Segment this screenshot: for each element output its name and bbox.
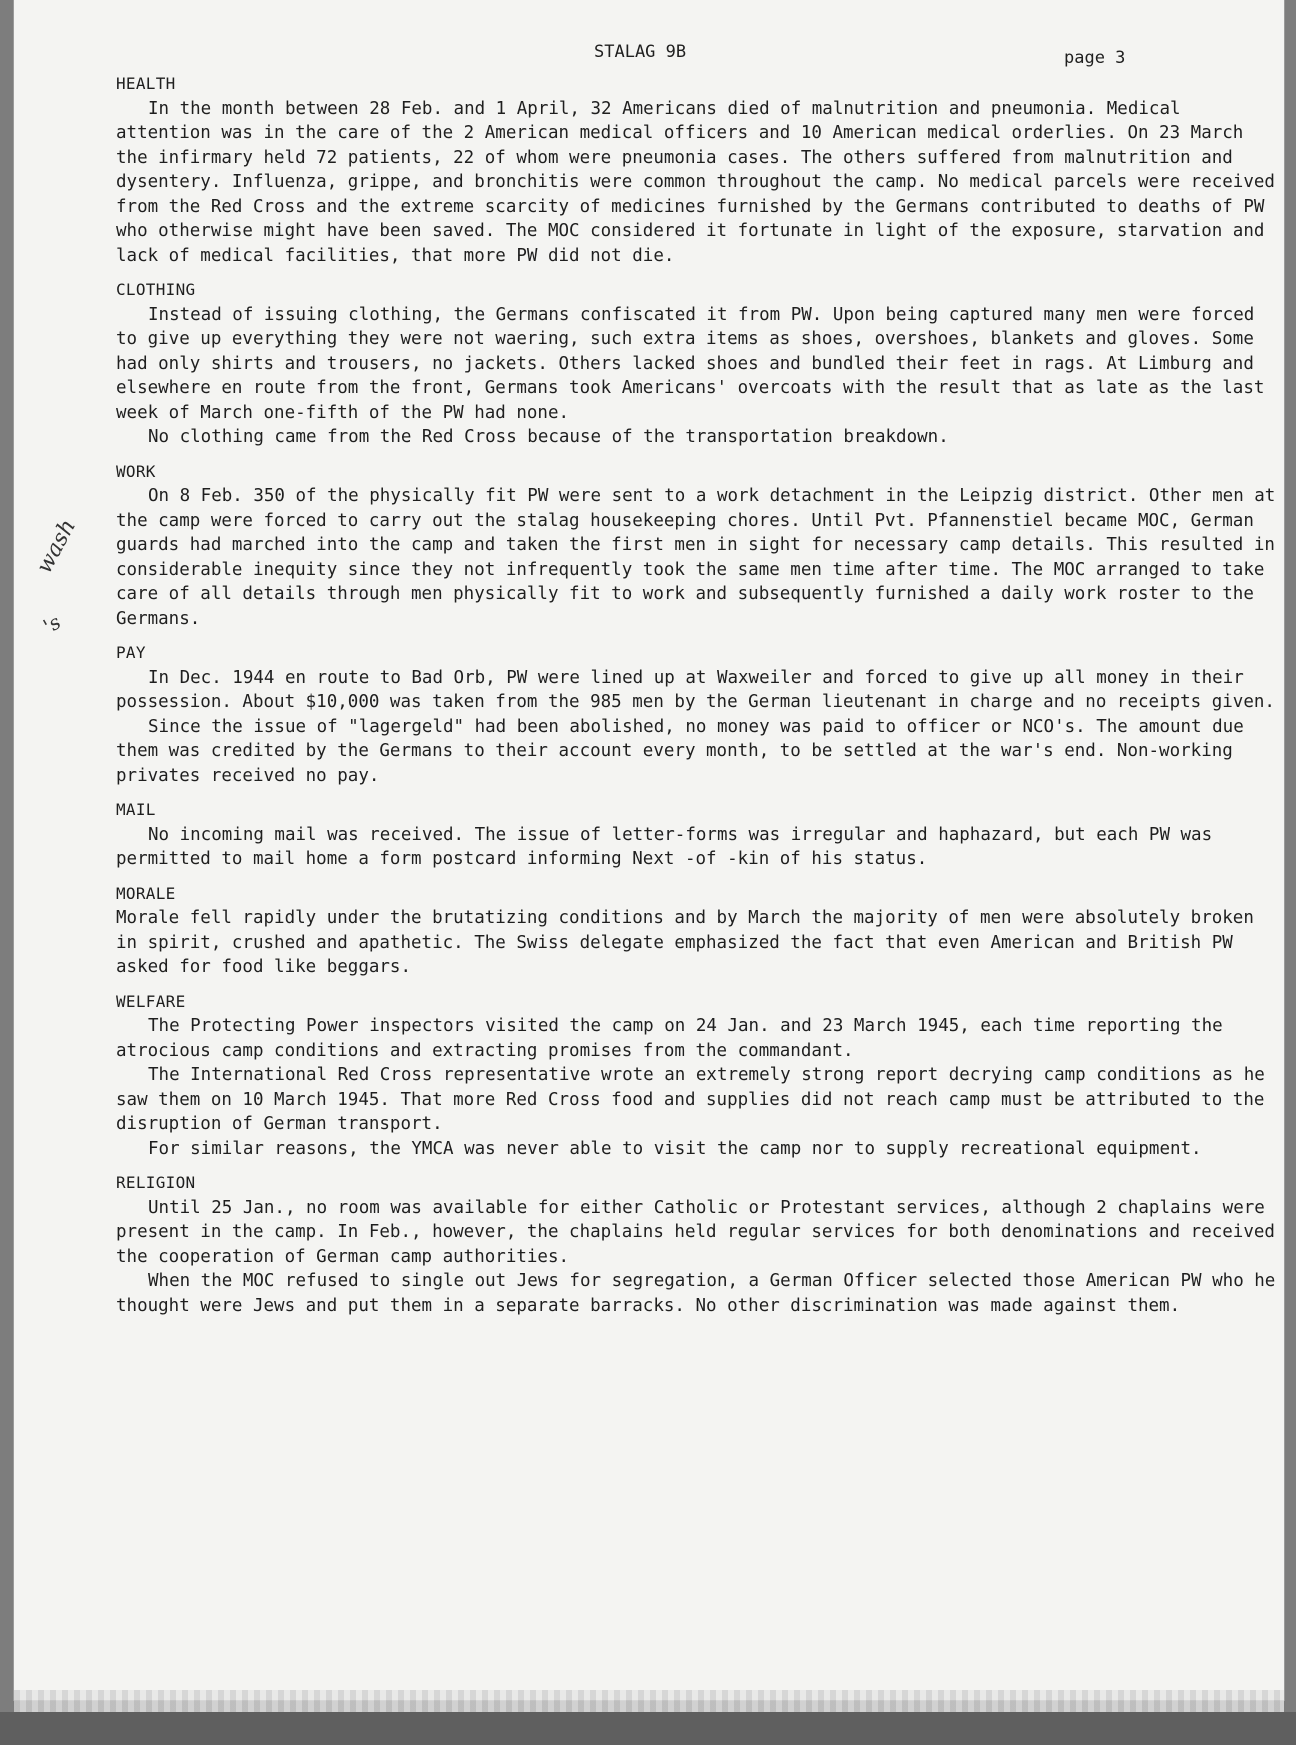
section-welfare [116, 990, 1281, 1162]
section-paragraph: No incoming mail was received. The issue of letter-forms was irregular and haphazard, but each PW was permitted to mail home a form postcard informing Next -of -kin of his status. [116, 824, 1213, 869]
section-paragraph: For similar reasons, the YMCA was never able to visit the camp nor to supply recreational equipment. [148, 1138, 1202, 1159]
section-religion [116, 1171, 1281, 1318]
section-health [116, 72, 1281, 268]
section-paragraph: Since the issue of "lagergeld" had been abolished, no money was paid to officer or NCO's. The amount due them was credited by the Germans to their account every month, to be settled at the war's end. Non-working privates received no pay. [116, 716, 1244, 786]
section-paragraph: No clothing came from the Red Cross because of the transportation breakdown. [148, 427, 949, 447]
section-heading: HEALTH [116, 74, 176, 93]
scan-background [0, 1712, 1296, 1745]
section-heading: MAIL [116, 800, 156, 819]
section-work [116, 460, 1281, 632]
section-paragraph: Instead of issuing clothing, the Germans confiscated it from PW. Upon being captured many men were forced to give up everything they were not waering, such extra items as shoes, overshoes, blankets and gloves. Some had only shirts and trousers, no jackets. Others lacked shoes and bundled their feet in rags. At Limburg and elsewhere en route from the front, Germans took Americans' overcoats with the result that as late as the last week of March one-fifth of the PW had none. [116, 304, 1265, 423]
handwritten-margin-note: wash [32, 515, 82, 578]
section-paragraph: When the MOC refused to single out Jews for segregation, a German Officer selected those American PW who he thought were Jews and put them in a separate barracks. No other discrimination was made against them. [116, 1271, 1276, 1316]
document-body [116, 70, 1281, 1328]
section-clothing [116, 278, 1281, 450]
section-heading: PAY [116, 643, 146, 662]
section-paragraph: The International Red Cross representative wrote an extremely strong report decrying camp conditions as he saw them on 10 March 1945. That more Red Cross food and supplies did not reach camp must be attributed to the disruption of German transport. [116, 1065, 1265, 1134]
page-number: page 3 [1064, 48, 1126, 68]
section-paragraph: On 8 Feb. 350 of the physically fit PW were sent to a work detachment in the Leipzig district. Other men at the camp were forced to carry out the stalag housekeeping chores. Until Pvt. Pfannenstiel became MOC, German guards had marched into the camp and taken the first men in sight for necessary camp details. This resulted in considerable inequity since they not infrequently took the same men time after time. The MOC arranged to take care of all details through men physically fit to work and subsequently furnished a daily work roster to the Germans. [116, 486, 1276, 629]
document-page [14, 0, 1284, 1700]
section-heading: WELFARE [116, 991, 186, 1011]
section-heading: WORK [116, 461, 156, 481]
section-paragraph: In the month between 28 Feb. and 1 April, 32 Americans died of malnutrition and pneumonia. Medical attention was in the care of the 2 American medical officers and 10 American medical orderlies. On 23 March the infirmary held 72 patients, 22 of whom were pneumonia cases. The others suffered from malnutrition and dysentery. Influenza, grippe, and bronchitis were common throughout the camp. No medical parcels were received from the Red Cross and the extreme scarcity of medicines furnished by the Germans contributed to deaths of PW who otherwise might have been saved. The MOC considered it fortunate in light of the exposure, starvation and lack of medical facilities, that more PW did not die. [116, 98, 1275, 266]
section-mail [116, 798, 1281, 872]
section-paragraph: The Protecting Power inspectors visited the camp on 24 Jan. and 23 March 1945, each time reporting the atrocious camp conditions and extracting promises from the commandant. [116, 1016, 1223, 1061]
section-heading: MORALE [116, 883, 176, 903]
scan-edge-strip [14, 1690, 1284, 1712]
section-heading: CLOTHING [116, 280, 196, 299]
section-heading: RELIGION [116, 1173, 196, 1192]
section-paragraph: Morale fell rapidly under the brutatizing conditions and by March the majority of men were absolutely broken in spirit, crushed and apathetic. The Swiss delegate emphasized the fact that even American and British PW asked for food like beggars. [116, 908, 1254, 977]
section-pay [116, 641, 1281, 788]
section-morale [116, 882, 1281, 980]
section-paragraph: In Dec. 1944 en route to Bad Orb, PW were lined up at Waxweiler and forced to give up all money in their possession. About $10,000 was taken from the 985 men by the German lieutenant in charge and no receipts given. [116, 667, 1275, 712]
page-header-title: STALAG 9B [594, 42, 687, 62]
handwritten-margin-note-2: 's [39, 609, 65, 639]
section-paragraph: Until 25 Jan., no room was available for either Catholic or Protestant services, although 2 chaplains were present in the camp. In Feb., however, the chaplains held regular services for both denominations and received the cooperation of German camp authorities. [116, 1197, 1275, 1267]
